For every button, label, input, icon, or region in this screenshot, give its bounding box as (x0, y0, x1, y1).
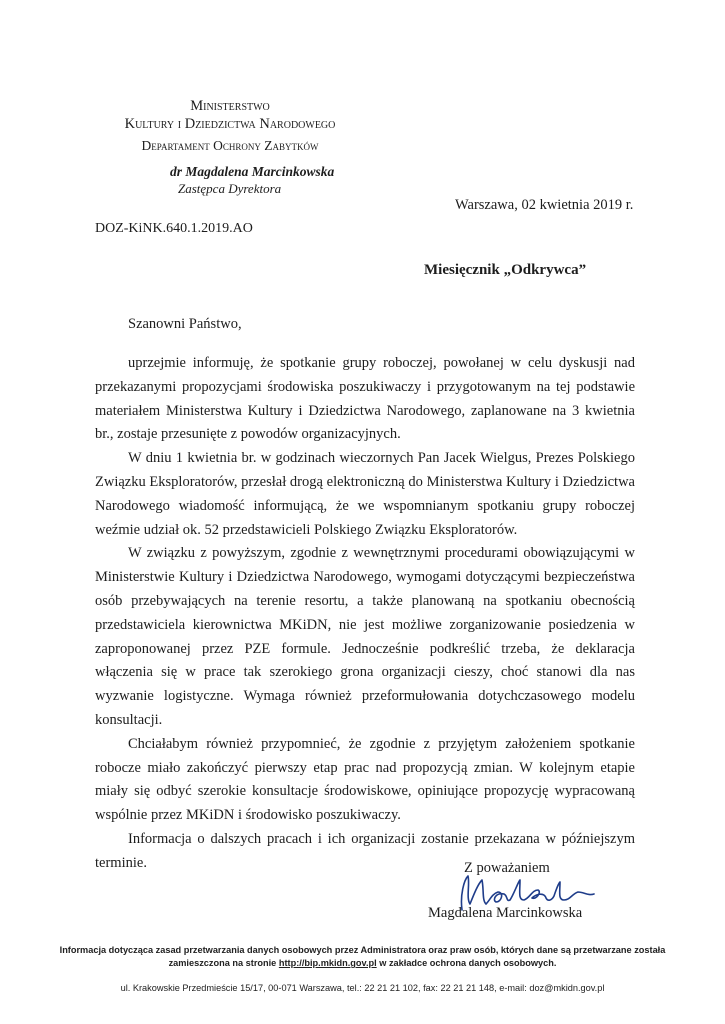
reference-number: DOZ-KiNK.640.1.2019.AO (95, 221, 253, 236)
bip-link[interactable]: http://bip.mkidn.gov.pl (278, 958, 377, 968)
privacy-notice-text-1: Informacja dotycząca zasad przetwarzania danych osobowych przez Administratora oraz praw osób, których dane są przetwarzane została (59, 945, 666, 955)
official-title: Zastępca Dyrektora (178, 181, 282, 196)
signatory-name: Magdalena Marcinkowska (428, 905, 583, 921)
privacy-notice-text-3: w zakładce ochrona danych osobowych. (379, 958, 557, 968)
privacy-notice-text-2: zamieszczona na stronie (168, 958, 277, 968)
paragraph-5: Informacja o dalszych pracach i ich organizacji zostanie przekazana w późniejszym terminie. (95, 830, 635, 871)
paragraph-1: uprzejmie informuję, że spotkanie grupy roboczej, powołanej w celu dyskusji nad przekazanymi propozycjami środowiska poszukiwaczy i przygotowanym na tej podstawie materiałem Ministerstwa Kultury i Dziedzictwa Narodowego, zaplanowane na 3 kwietnia br., zostaje przesunięte z powodów organizacyjnych. (95, 355, 635, 443)
ministry-name-line1: Ministerstwo (190, 98, 270, 114)
ministry-name-line2: Kultury i Dziedzictwa Narodowego (124, 116, 336, 132)
privacy-notice (40, 944, 685, 970)
letter-body (95, 352, 635, 876)
contact-address: ul. Krakowskie Przedmieście 15/17, 00-071 Warszawa, tel.: 22 21 21 102, fax: 22 21 21 148, e-mail: doz@mkidn.gov.pl (120, 983, 605, 993)
place-date: Warszawa, 02 kwietnia 2019 r. (455, 197, 634, 213)
addressee: Miesięcznik „Odkrywca” (424, 262, 587, 278)
paragraph-4: Chciałabym również przypomnieć, że zgodnie z przyjętym założeniem spotkanie robocze miało zakończyć pierwszy etap prac nad propozycją zmian. W kolejnym etapie miały się odbyć szerokie konsultacje środowiskowe, opiniujące propozycję wypracowaną wspólnie przez MKiDN i środowisko poszukiwaczy. (95, 735, 635, 824)
paragraph-3: W związku z powyższym, zgodnie z wewnętrznymi procedurami obowiązującymi w Ministerstwie Kultury i Dziedzictwa Narodowego, wymogami dotyczącymi bezpieczeństwa osób przebywających na terenie resortu, a także planowaną na spotkaniu obecnością przedstawiciela kierownictwa MKiDN, nie jest możliwe zorganizowanie posiedzenia w zaproponowanej przez PZE formule. Jednocześnie podkreślić trzeba, że deklaracja włączenia się w prace tak szerokiego grona organizacji cieszy, choć stanowi dla nas wyzwanie logistyczne. Wymaga również przeformułowania dotychczasowego modelu konsultacji. (95, 545, 635, 728)
department-name: Departament Ochrony Zabytków (141, 138, 319, 153)
salutation: Szanowni Państwo, (128, 316, 242, 332)
paragraph-2: W dniu 1 kwietnia br. w godzinach wieczornych Pan Jacek Wielgus, Prezes Polskiego Związku Eksploratorów, przesłał drogą elektroniczną do Ministerstwa Kultury i Dziedzictwa Narodowego wiadomość informującą, że we wspomnianym spotkaniu grupy roboczej weźmie udział ok. 52 przedstawicieli Polskiego Związku Eksploratorów. (95, 450, 635, 538)
official-name: dr Magdalena Marcinkowska (170, 164, 335, 179)
closing: Z poważaniem (464, 860, 550, 876)
